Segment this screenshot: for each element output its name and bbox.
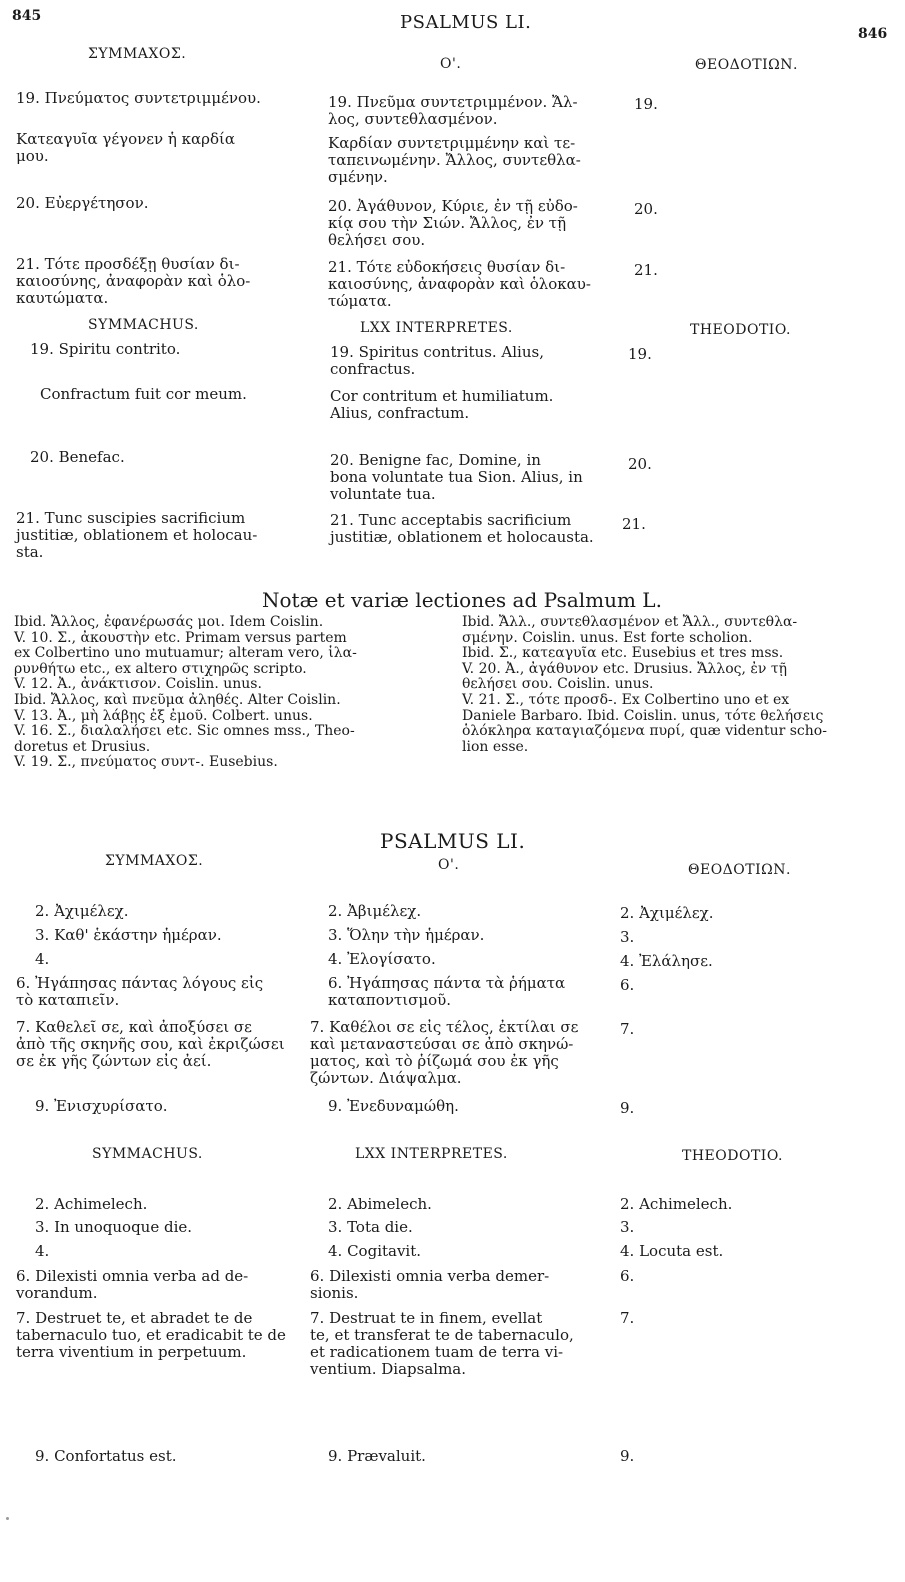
page-number-right: 846 — [858, 26, 888, 42]
psalm-title: PSALMUS LI. — [380, 829, 526, 853]
verse-cell-theodotion: 7. — [620, 1020, 635, 1038]
column-header-symmachus: SYMMACHUS. — [92, 1146, 203, 1162]
verse-cell-symmachus: 21. Tunc suscipies sacrificium justitiæ, oblationem et holocau- sta. — [16, 509, 258, 561]
verse-cell-lxx: 6. Ἠγάπησας πάντα τὰ ῥήματα καταποντισμοῦ. — [328, 974, 566, 1009]
verse-cell-theodotion: 7. — [620, 1309, 635, 1327]
notes-column-left: Ibid. Ἄλλος, ἐφανέρωσάς μοι. Idem Coislin. V. 10. Σ., ἀκουστὴν etc. Primam versus partem ex Colbertino uno mutuamur; alteram vero, ἱλα- ρυνθήτω etc., ex altero στιχηρῶς scripto. V. 12. Ἀ., ἀνάκτισον. Coislin. unus. Ibid. Ἄλλος, καὶ πνεῦμα ἀληθές. Alter Coislin. V. 13. Ἀ., μὴ λάβῃς ἐξ ἐμοῦ. Colbert. unus. V. 16. Σ., διαλαλήσει etc. Sic omnes mss., Theo- doretus et Drusius. V. 19. Σ., πνεύματος συντ-. Eusebius. — [14, 614, 357, 771]
verse-cell-theodotion: 9. — [620, 1447, 635, 1465]
verse-cell-symmachus: 19. Spiritu contrito. — [30, 340, 181, 358]
verse-cell-symmachus: 2. Achimelech. — [35, 1195, 148, 1213]
verse-cell-symmachus: 3. Καθ' ἑκάστην ἡμέραν. — [35, 926, 222, 944]
verse-cell-lxx: 21. Τότε εὐδοκήσεις θυσίαν δι- καιοσύνης, ἀναφορὰν καὶ ὁλοκαυ- τώματα. — [328, 258, 591, 310]
verse-cell-symmachus: 6. Dilexisti omnia verba ad de- vorandum. — [16, 1267, 249, 1302]
verse-cell-symmachus: 4. — [35, 1242, 50, 1260]
verse-cell-symmachus: 7. Καθελεῖ σε, καὶ ἀποξύσει σε ἀπὸ τῆς σκηνῆς σου, καὶ ἐκριζώσει σε ἐκ γῆς ζώντων εἰς ἀεί. — [16, 1018, 285, 1070]
column-header-symmachus: ΣΥΜΜΑΧΟΣ. — [105, 853, 204, 869]
verse-cell-symmachus: 9. Ἐνισχυρίσατο. — [35, 1097, 168, 1115]
verse-cell-theodotion: 21. — [634, 261, 658, 279]
verse-cell-theodotion: 20. — [634, 200, 658, 218]
verse-cell-theodotion: 3. — [620, 928, 635, 946]
verse-cell-symmachus: Confractum fuit cor meum. — [40, 385, 247, 403]
verse-cell-symmachus: Κατεαγυῖα γέγονεν ἡ καρδία μου. — [16, 130, 236, 165]
verse-cell-lxx: 2. Abimelech. — [328, 1195, 432, 1213]
verse-cell-theodotion: 20. — [628, 455, 652, 473]
verse-cell-lxx: 3. Ὅλην τὴν ἡμέραν. — [328, 926, 485, 944]
verse-cell-lxx: 9. Prævaluit. — [328, 1447, 426, 1465]
verse-cell-theodotion: 9. — [620, 1099, 635, 1117]
verse-cell-symmachus: 20. Benefac. — [30, 448, 125, 466]
verse-cell-theodotion: 21. — [622, 515, 646, 533]
verse-cell-theodotion: 4. Ἐλάλησε. — [620, 952, 713, 970]
verse-cell-symmachus: 6. Ἠγάπησας πάντας λόγους εἰς τὸ καταπιεῖν. — [16, 974, 264, 1009]
column-header-theodotion: ΘΕΟΔΟΤΙΩΝ. — [695, 57, 798, 73]
verse-cell-theodotion: 6. — [620, 1267, 635, 1285]
verse-cell-lxx: 4. Cogitavit. — [328, 1242, 422, 1260]
column-header-symmachus: ΣΥΜΜΑΧΟΣ. — [88, 46, 187, 62]
verse-cell-lxx: Cor contritum et humiliatum. Alius, confractum. — [330, 387, 554, 422]
page-number-left: 845 — [12, 8, 42, 24]
notes-column-right: Ibid. Ἄλλ., συντεθλασμένον et Ἄλλ., συντεθλα- σμένην. Coislin. unus. Est forte scholion. Ibid. Σ., κατεαγυῖα etc. Eusebius et tres mss. V. 20. Ἀ., ἀγάθυνον etc. Drusius. Ἄλλος, ἐν τῇ θελήσει σου. Coislin. unus. V. 21. Σ., τότε προσδ-. Ex Colbertino uno et ex Daniele Barbaro. Ibid. Coislin. unus, τότε θελήσεις ὁλόκληρα καταγιαζόμενα πυρί, quæ videntur scho- lion esse. — [462, 614, 827, 755]
verse-cell-theodotion: 4. Locuta est. — [620, 1242, 724, 1260]
verse-cell-lxx: 19. Πνεῦμα συντετριμμένον. Ἄλ- λος, συντεθλασμένον. — [328, 93, 578, 128]
column-header-theodotion: THEODOTIO. — [690, 322, 791, 338]
verse-cell-theodotion: 6. — [620, 976, 635, 994]
verse-cell-lxx: 4. Ἐλογίσατο. — [328, 950, 436, 968]
verse-cell-lxx: 2. Ἀβιμέλεχ. — [328, 902, 422, 920]
verse-cell-symmachus: 21. Τότε προσδέξῃ θυσίαν δι- καιοσύνης, ἀναφορὰν καὶ ὁλο- καυτώματα. — [16, 255, 251, 307]
verse-cell-theodotion: 3. — [620, 1218, 635, 1236]
verse-cell-lxx: 20. Ἀγάθυνον, Κύριε, ἐν τῇ εὐδο- κίᾳ σου τὴν Σιών. Ἄλλος, ἐν τῇ θελήσει σου. — [328, 197, 578, 249]
verse-cell-symmachus: 2. Ἀχιμέλεχ. — [35, 902, 129, 920]
verse-cell-lxx: 6. Dilexisti omnia verba demer- sionis. — [310, 1267, 550, 1302]
verse-cell-lxx: 7. Destruat te in finem, evellat te, et transferat te de tabernaculo, et radicationem tuam de terra vi- ventium. Diapsalma. — [310, 1309, 574, 1378]
column-header-theodotion: THEODOTIO. — [682, 1148, 783, 1164]
column-header-lxx: LXX INTERPRETES. — [355, 1146, 508, 1162]
verse-cell-theodotion: 2. Ἀχιμέλεχ. — [620, 904, 714, 922]
verse-cell-theodotion: 19. — [634, 95, 658, 113]
verse-cell-symmachus: 19. Πνεύματος συντετριμμένου. — [16, 89, 261, 107]
verse-cell-lxx: 9. Ἐνεδυναμώθη. — [328, 1097, 459, 1115]
verse-cell-symmachus: 9. Confortatus est. — [35, 1447, 177, 1465]
verse-cell-symmachus: 3. In unoquoque die. — [35, 1218, 193, 1236]
column-header-theodotion: ΘΕΟΔΟΤΙΩΝ. — [688, 862, 791, 878]
verse-cell-lxx: 20. Benigne fac, Domine, in bona voluntate tua Sion. Alius, in voluntate tua. — [330, 451, 583, 503]
verse-cell-theodotion: 19. — [628, 345, 652, 363]
running-head: PSALMUS LI. — [400, 12, 532, 33]
column-header-lxx: Ο'. — [438, 857, 460, 873]
verse-cell-lxx: Καρδίαν συντετριμμένην καὶ τε- ταπεινωμένην. Ἄλλος, συντεθλα- σμένην. — [328, 134, 581, 186]
notes-title: Notæ et variæ lectiones ad Psalmum L. — [262, 588, 662, 612]
verse-cell-symmachus: 7. Destruet te, et abradet te de tabernaculo tuo, et eradicabit te de terra viventium in perpetuum. — [16, 1309, 286, 1361]
verse-cell-lxx: 21. Tunc acceptabis sacrificium justitiæ, oblationem et holocausta. — [330, 511, 594, 546]
verse-cell-lxx: 19. Spiritus contritus. Alius, confractus. — [330, 343, 544, 378]
verse-cell-symmachus: 4. — [35, 950, 50, 968]
verse-cell-lxx: 3. Tota die. — [328, 1218, 413, 1236]
verse-cell-theodotion: 2. Achimelech. — [620, 1195, 733, 1213]
column-header-lxx: LXX INTERPRETES. — [360, 320, 513, 336]
verse-cell-symmachus: 20. Εὐεργέτησον. — [16, 194, 149, 212]
scan-speck — [6, 1517, 9, 1520]
verse-cell-lxx: 7. Καθέλοι σε εἰς τέλος, ἐκτίλαι σε καὶ μεταναστεύσαι σε ἀπὸ σκηνώ- ματος, καὶ τὸ ῥίζωμά σου ἐκ γῆς ζώντων. Διάψαλμα. — [310, 1018, 579, 1087]
column-header-symmachus: SYMMACHUS. — [88, 317, 199, 333]
column-header-lxx: Ο'. — [440, 56, 462, 72]
